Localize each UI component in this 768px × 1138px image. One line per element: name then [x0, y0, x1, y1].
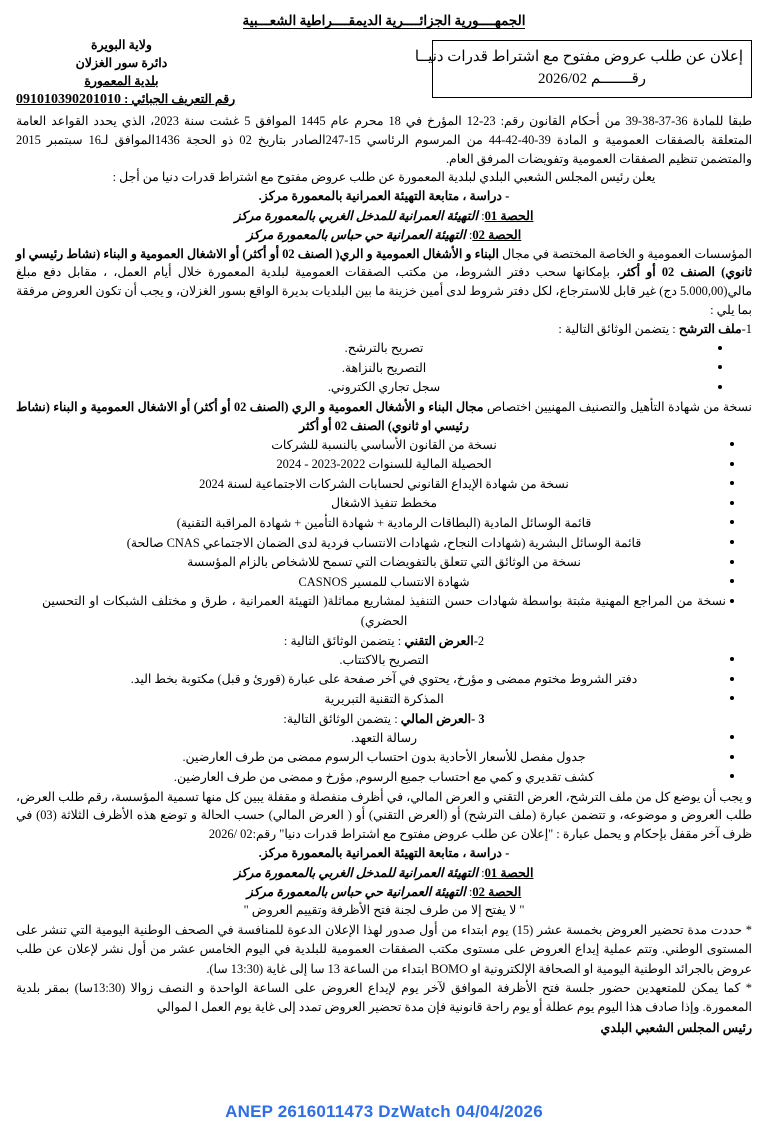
eligibility-qualification: البناء و الأشغال العمومية و الري( الصنف 02 أو أكثر) أو الاشغال العمومية و البناء (نشاط رئيسي او ثانوي) الصنف 02 أو أكثر: [16, 246, 752, 280]
section-2-title: العرض التقني: [404, 633, 474, 648]
list-item: [16, 670, 752, 690]
section-1-heading: [16, 320, 752, 339]
note-deadline: * حددت مدة تحضير العروض بخمسة عشر (15) يوم ابتداء من أول صدور لهذا الإعلان الدعوة للمنافسة في الصحف الوطنية اليومية التي تنشر على المستوى الوطني. وتتم عملية إيداع العروض على مستوى مكتب الصفقات العمومية للبلدية في اليوم الخامس عشر من أول نشر لإعلان عن طلب عروض بالجرائد الوطنية اليومية او الصحافة الإلكترونية او BOMO ابتداء من الساعة 13 سا إلى غاية (13:30 سا).: [16, 923, 752, 976]
bullet-icon: [730, 774, 734, 778]
baladia-label: بلدية المعمورة: [84, 73, 159, 88]
bullet-icon: [730, 540, 734, 544]
list-item-text: نسخة من المراجع المهنية مثبتة بواسطة شهادات حسن التنفيذ لمشاريع مماثلة( التهيئة العمرانية ، طرق و مختلف الشبكات او التحسين الحضري): [42, 594, 726, 628]
list-item-text: تصريح بالترشح.: [344, 341, 424, 356]
list-item-text: شهادة الانتساب للمسير CASNOS: [298, 574, 470, 589]
lot-line-01: [16, 207, 752, 226]
section-2-heading: [16, 632, 752, 651]
bullet-icon: [730, 501, 734, 505]
project-summary-line-2: - دراسة ، متابعة التهيئة العمرانية بالمعمورة مركز.: [258, 846, 510, 861]
lot-02-label-repeat: الحصة 02: [472, 884, 522, 899]
list-item-text: نسخة من الوثائق التي تتعلق بالتفويضات التي تسمح للاشخاص بالزام المؤسسة: [187, 555, 581, 570]
lot-02-name-repeat: التهيئة العمرانية حي حباس بالمعمورة مركز: [246, 884, 466, 899]
lot-01-label-repeat: الحصة 01: [484, 865, 534, 880]
sealed-envelope-quote: " لا يفتح إلا من طرف لجنة فتح الأظرفة وتقييم العروض ": [243, 903, 525, 918]
anep-footer-text: ANEP 2616011473 DzWatch 04/04/2026: [225, 1102, 543, 1121]
announcement-intro: يعلن رئيس المجلس الشعبي البلدي لبلدية المعمورة عن طلب عروض مفتوح مع اشتراط قدرات دنيا من أجل :: [112, 170, 656, 185]
note-opening-session: * كما يمكن للمتعهدين حضور جلسة فتح الأظرفة الموافق لآخر يوم لإيداع العروض على الساعة الواحدة و النصف زوالا (13:30سا) بمقر بلدية المعمورة. وإذا صادف هذا اليوم يوم عطلة أو يوم راحة قانونية فإن مدة تحضير العروض تمدد إلى غاية يوم العمل ا لموالي: [16, 980, 753, 1015]
list-item: [16, 455, 752, 475]
anep-footer: [0, 1102, 768, 1122]
bullet-icon: [730, 442, 734, 446]
list-item: [16, 339, 752, 359]
bullet-icon: [730, 462, 734, 466]
bullet-icon: [730, 755, 734, 759]
eligibility-lead: المؤسسات العمومية و الخاصة المختصة في مجال: [502, 246, 752, 261]
project-summary-line: - دراسة ، متابعة التهيئة العمرانية بالمعمورة مركز.: [258, 189, 510, 204]
section-2-list: [16, 651, 752, 710]
lot-line-01-repeat: [16, 864, 752, 883]
administration-block: [16, 36, 221, 90]
qualification-note-lead: نسخة من شهادة التأهيل والتصنيف المهنيين اختصاص: [486, 399, 752, 414]
bullet-icon: [730, 735, 734, 739]
list-item-text: نسخة من شهادة الإيداع القانوني لحسابات الشركات الاجتماعية لسنة 2024: [199, 476, 569, 491]
lot-line-02-repeat: [16, 883, 752, 902]
section-2-tail: : يتضمن الوثائق التالية :: [283, 633, 405, 648]
document-body: [16, 112, 752, 1038]
bullet-icon: [718, 385, 722, 389]
list-item-text: التصريح بالنزاهة.: [341, 360, 427, 375]
lot-line-02: [16, 226, 752, 245]
tax-id-line: [16, 91, 235, 108]
list-item: [16, 748, 752, 768]
bullet-icon: [730, 560, 734, 564]
section-3-title: العرض المالي: [400, 711, 472, 726]
national-title-text: الجمهــــورية الجزائــــرية الديمقــــراطية الشعـــبية: [242, 13, 526, 28]
section-1-list-a: [16, 339, 752, 398]
list-item: [16, 690, 752, 710]
national-title: [16, 0, 752, 30]
list-item-text: المذكرة التقنية التبريرية: [324, 692, 444, 706]
bullet-icon: [730, 520, 734, 524]
list-item: [16, 378, 752, 398]
section-3-list: [16, 729, 752, 788]
list-item-text: سجل تجاري الكتروني.: [327, 380, 441, 395]
lot-02-sep: :: [468, 227, 473, 242]
lot-01-sep: :: [481, 208, 485, 223]
tax-id-label: رقم التعريف الجبائي :: [124, 91, 236, 106]
list-item-text: الحصيلة المالية للسنوات 2022-2023 - 2024: [276, 457, 492, 472]
list-item: [16, 359, 752, 379]
wilaya-label: ولاية البويرة: [91, 37, 152, 52]
section-1-number: 1-: [741, 321, 752, 336]
lot-02-sep-repeat: :: [468, 884, 473, 899]
list-item: [16, 573, 752, 593]
announcement-title-line2: رقـــــــم 2026/02: [537, 71, 647, 88]
lot-01-label: الحصة 01: [484, 208, 534, 223]
list-item: [16, 475, 752, 495]
bullet-icon: [730, 677, 734, 681]
lot-02-name: التهيئة العمرانية حي حباس بالمعمورة مركز: [246, 227, 466, 242]
section-3-number: 3 -: [471, 711, 485, 726]
bullet-icon: [730, 599, 734, 603]
list-item-text: دفتر الشروط مختوم ممضى و مؤرخ، يحتوي في آخر صفحة على عبارة (قورئ و قبل) مكتوبة بخط اليد.: [130, 672, 638, 687]
list-item: [16, 436, 752, 456]
daira-label: دائرة سور الغزلان: [75, 55, 168, 70]
list-item: [16, 534, 752, 554]
list-item-text: قائمة الوسائل المادية (البطاقات الرمادية + شهادة التأمين + شهادة المراقبة التقنية): [176, 516, 592, 531]
signature-title: رئيس المجلس الشعبي البلدي: [600, 1021, 752, 1036]
section-1-tail: : يتضمن الوثائق التالية :: [558, 321, 679, 336]
envelopes-paragraph: و يجب أن يوضع كل من ملف الترشح، العرض التقني و العرض المالي، في أظرف منفصلة و مقفلة يبين كل منها تسمية المؤسسة، رقم طلب العرض، طلب العروض و موضوعه، و تتضمن عبارة (ملف الترشح) أو (العرض التقني) أو ( العرض المالي) حسب الحالة و توضع هذه الأظرف الثلاثة (03) في ظرف آخر مقفل بإحكام و يحمل عبارة : "إعلان عن طلب عروض مفتوح مع اشتراط قدرات دنيا" رقم:02 /2026: [16, 789, 752, 842]
section-1-title: ملف الترشح: [678, 321, 742, 336]
bullet-icon: [718, 365, 722, 369]
list-item: [16, 514, 752, 534]
list-item-text: التصريح بالاكتتاب.: [339, 652, 429, 667]
list-item: [16, 592, 752, 631]
bullet-icon: [730, 657, 734, 661]
qualification-note-bold: مجال البناء و الأشغال العمومية و الري (الصنف 02 أو أكثر) أو الاشغال العمومية و البناء (نشاط رئيسي او ثانوي) الصنف 02 أو أكثر: [16, 399, 484, 433]
list-item-text: كشف تقديري و كمي مع احتساب جميع الرسوم, مؤرخ و ممضى من طرف العارضين.: [173, 770, 595, 784]
list-item-text: جدول مفصل للأسعار الأحادية بدون احتساب الرسوم ممضى من طرف العارضين.: [182, 750, 586, 765]
lot-01-sep-repeat: :: [481, 865, 485, 880]
bullet-icon: [730, 696, 734, 700]
tax-id-value: 091010390201010: [16, 91, 121, 107]
eligibility-tail: ، بإمكانها سحب دفتر الشروط، من مكتب الصفقات العمومية لبلدية المعمورة خلال أيام العمل، ، مقابل دفع مبلغ مالي(5.000,00 دج) غير قابل للاسترجاع، لكل دفتر شروط لدى أمين خزينة ما بين البلديات بديرة الواقع بسور الغزلان، و يجب أن تكون العروض مرفقة بما يلي :: [16, 265, 752, 318]
lot-02-label: الحصة 02: [472, 227, 522, 242]
bullet-icon: [730, 579, 734, 583]
section-2-number: 2-: [473, 633, 485, 648]
section-3-heading: [16, 710, 752, 729]
section-1-list-b: [16, 436, 752, 632]
list-item: [16, 553, 752, 573]
bullet-icon: [730, 481, 734, 485]
list-item: [16, 651, 752, 671]
list-item-text: نسخة من القانون الأساسي بالنسبة للشركات: [271, 437, 497, 452]
list-item: [16, 729, 752, 749]
list-item: [16, 768, 752, 788]
list-item-text: قائمة الوسائل البشرية (شهادات النجاح، شهادات الانتساب فردية لدى الضمان الاجتماعي CNAS صالحة): [126, 535, 642, 550]
lot-01-name-repeat: التهيئة العمرانية للمدخل الغربي بالمعمورة مركز: [234, 865, 478, 880]
legal-reference-paragraph: طبقا للمادة 36-37-38-39 من أحكام القانون رقم: 23-12 المؤرخ في 18 محرم عام 1445 الموافق 5 غشت سنة 2023، الذي يحدد القواعد العامة المتعلقة بالصفقات العمومية و المادة 39-40-42-44 من المرسوم الرئاسي 15-247الصادر بتاريخ 02 ذو الحجة 1436الموافق لـ16 سبتمبر 2015 والمتضمن تنظيم الصفقات العمومية وتفويضات المرفق العام.: [16, 113, 753, 166]
bullet-icon: [718, 346, 722, 350]
header-row: [16, 36, 752, 108]
qualification-certificate-note: [16, 398, 752, 436]
announcement-title-line1: إعلان عن طلب عروض مفتوح مع اشتراط قدرات دنيــا: [414, 48, 743, 65]
lot-01-name: التهيئة العمرانية للمدخل الغربي بالمعمورة مركز: [234, 208, 478, 223]
list-item: [16, 494, 752, 514]
list-item-text: رسالة التعهد.: [351, 730, 417, 745]
eligibility-paragraph: [16, 245, 752, 320]
list-item-text: مخطط تنفيذ الاشغال: [330, 496, 438, 511]
section-3-tail: : يتضمن الوثائق التالية:: [283, 711, 401, 726]
announcement-title-box: [414, 40, 752, 98]
